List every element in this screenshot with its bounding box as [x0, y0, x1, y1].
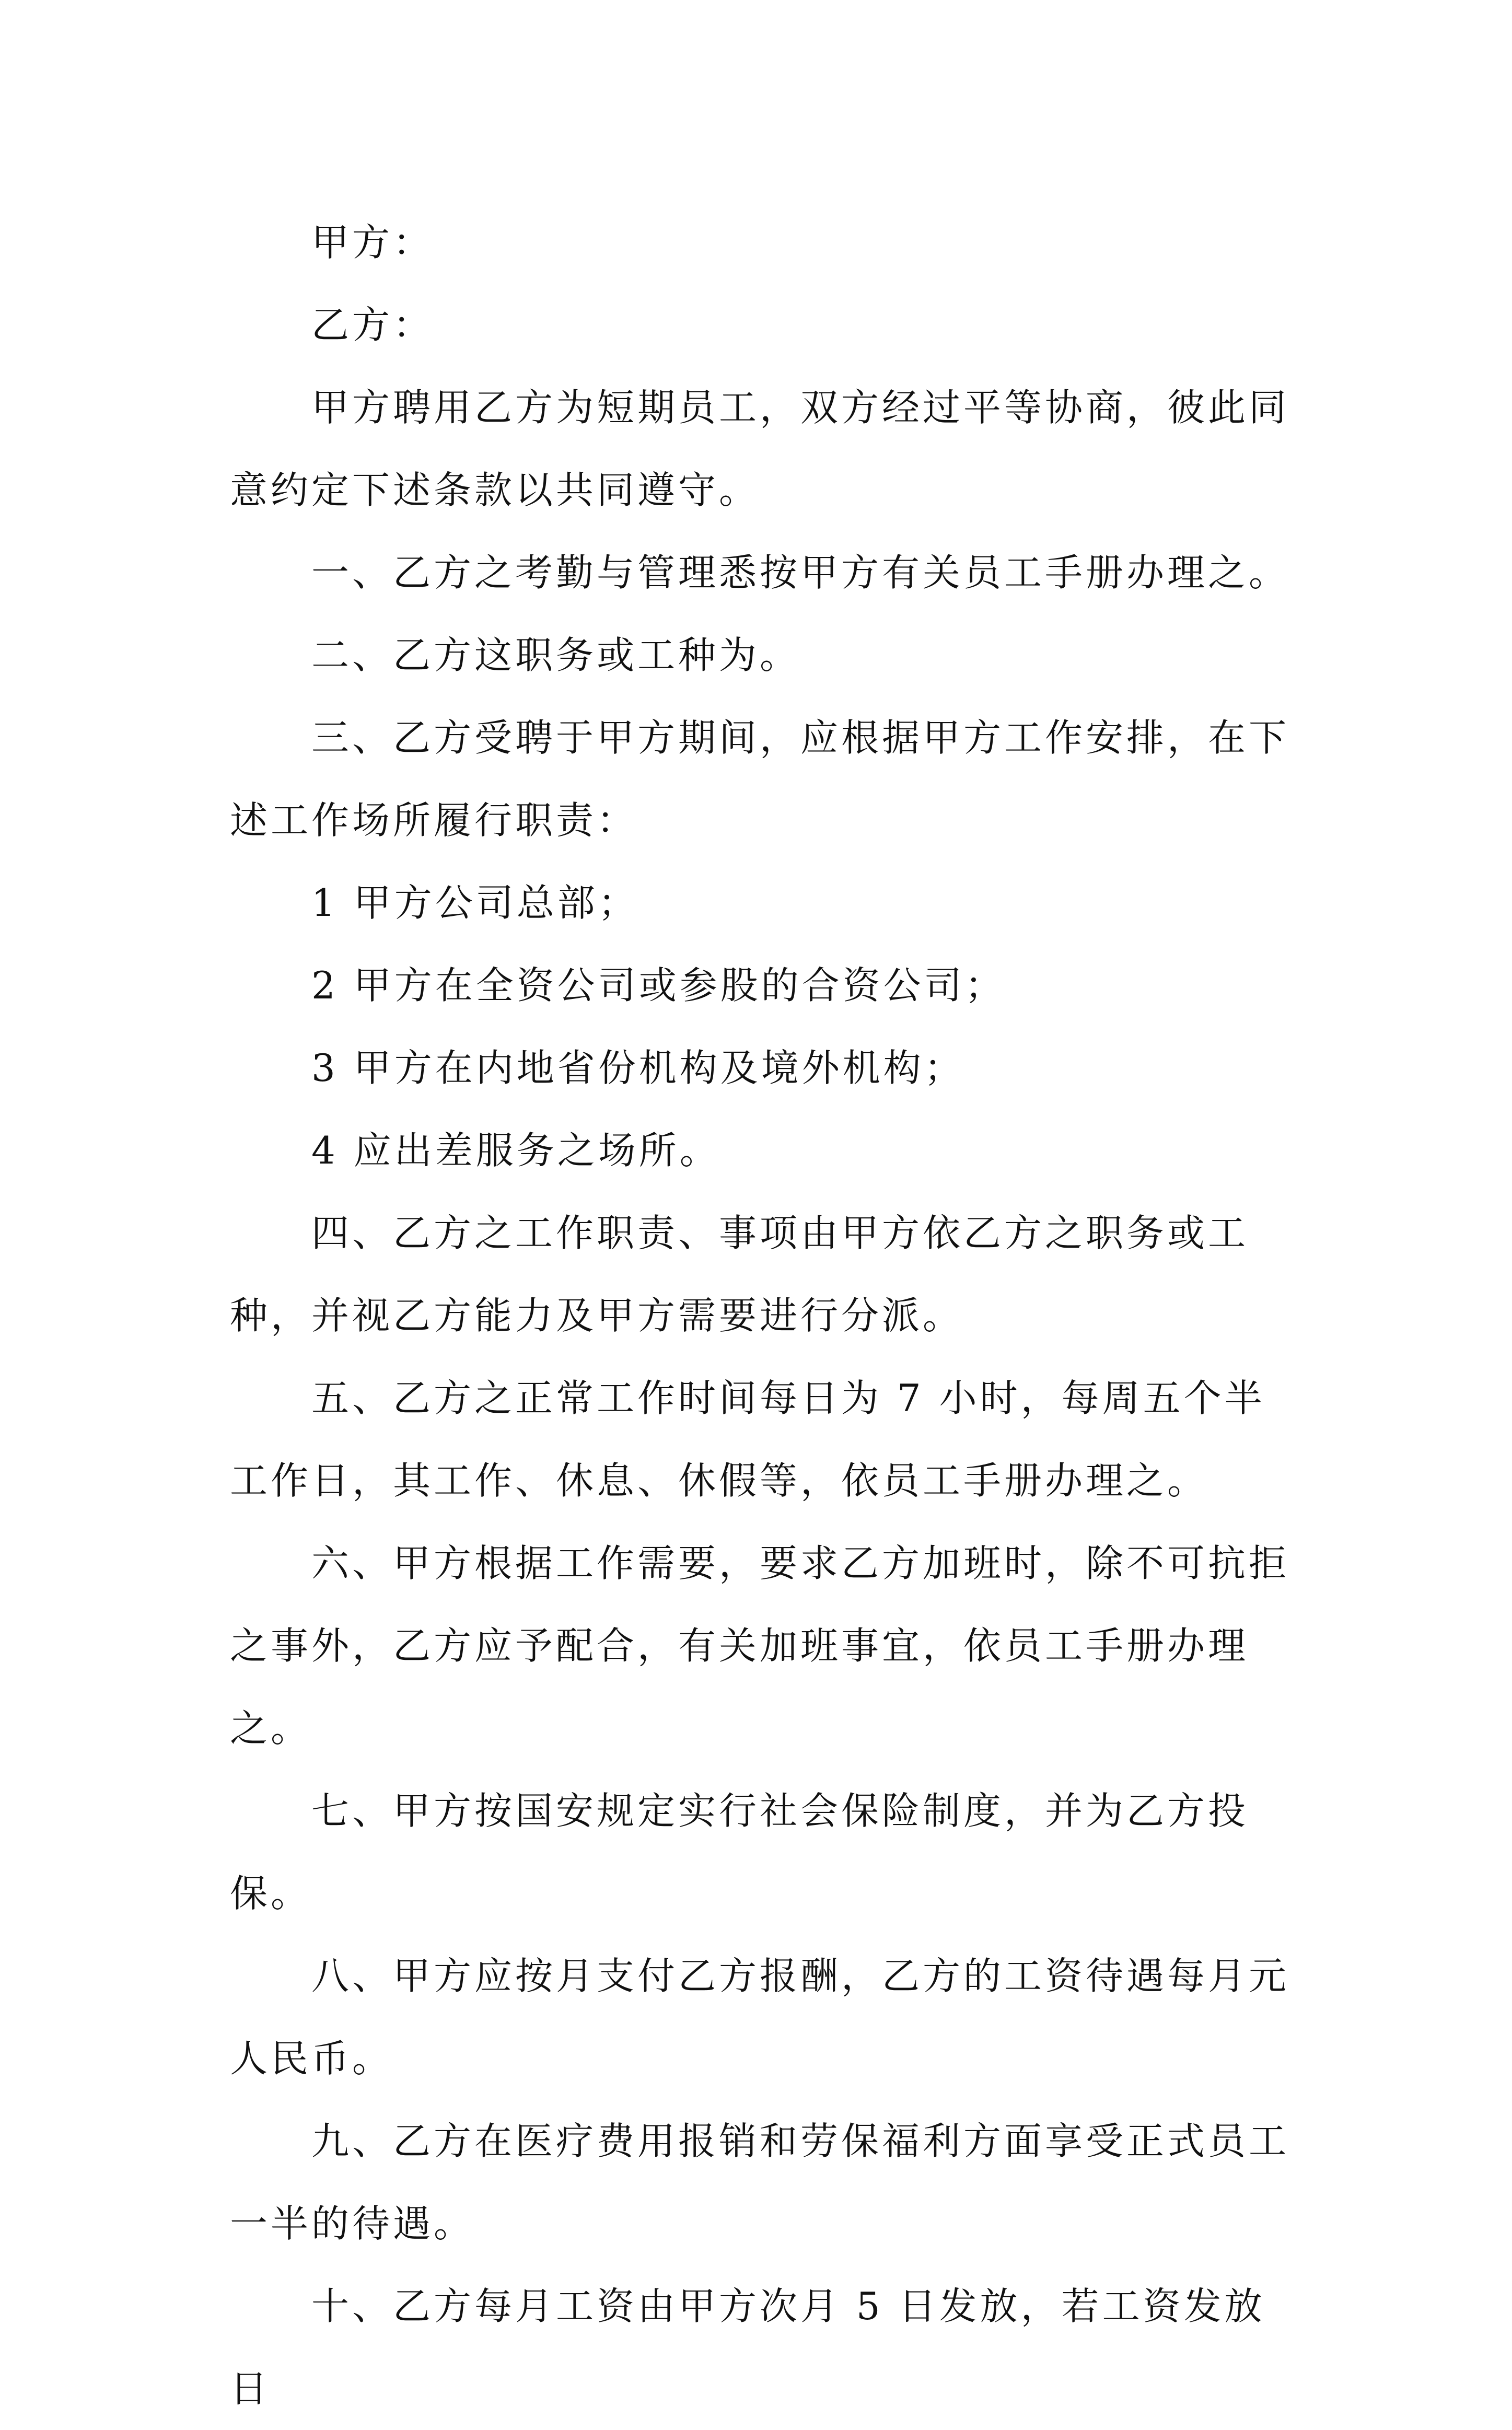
clause-6: 六、甲方根据工作需要，要求乙方加班时，除不可抗拒之事外，乙方应予配合，有关加班事宜，依员工手册办理之。 [230, 1541, 1290, 1750]
clause-2: 二、乙方这职务或工种为。 [311, 633, 801, 677]
clause-10: 十、乙方每月工资由甲方次月 5 日发放，若工资发放日 [230, 2284, 1265, 2411]
workplace-item-3: 3 甲方在内地省份机构及境外机构； [311, 1046, 965, 1090]
clause-3: 三、乙方受聘于甲方期间，应根据甲方工作安排，在下述工作场所履行职责： [230, 716, 1290, 842]
clause-7: 七、甲方按国安规定实行社会保险制度，并为乙方投保。 [230, 1789, 1249, 1915]
clause-5: 五、乙方之正常工作时间每日为 7 小时，每周五个半工作日，其工作、休息、休假等，依员工手册办理之。 [230, 1376, 1265, 1503]
clause-4: 四、乙方之工作职责、事项由甲方依乙方之职务或工种，并视乙方能力及甲方需要进行分派。 [230, 1211, 1249, 1338]
document-body [230, 201, 1290, 2430]
workplace-item-1: 1 甲方公司总部； [311, 881, 639, 925]
clause-9: 九、乙方在医疗费用报销和劳保福利方面享受正式员工一半的待遇。 [230, 2119, 1290, 2246]
party-b-line: 乙方： [311, 303, 434, 347]
intro-paragraph: 甲方聘用乙方为短期员工，双方经过平等协商，彼此同意约定下述条款以共同遵守。 [230, 386, 1290, 512]
workplace-item-4: 4 应出差服务之场所。 [311, 1129, 720, 1172]
party-a-line: 甲方： [311, 220, 434, 264]
clause-8: 八、甲方应按月支付乙方报酬，乙方的工资待遇每月元人民币。 [230, 1954, 1290, 2080]
workplace-item-2: 2 甲方在全资公司或参股的合资公司； [311, 963, 1006, 1007]
clause-1: 一、乙方之考勤与管理悉按甲方有关员工手册办理之。 [311, 551, 1290, 595]
